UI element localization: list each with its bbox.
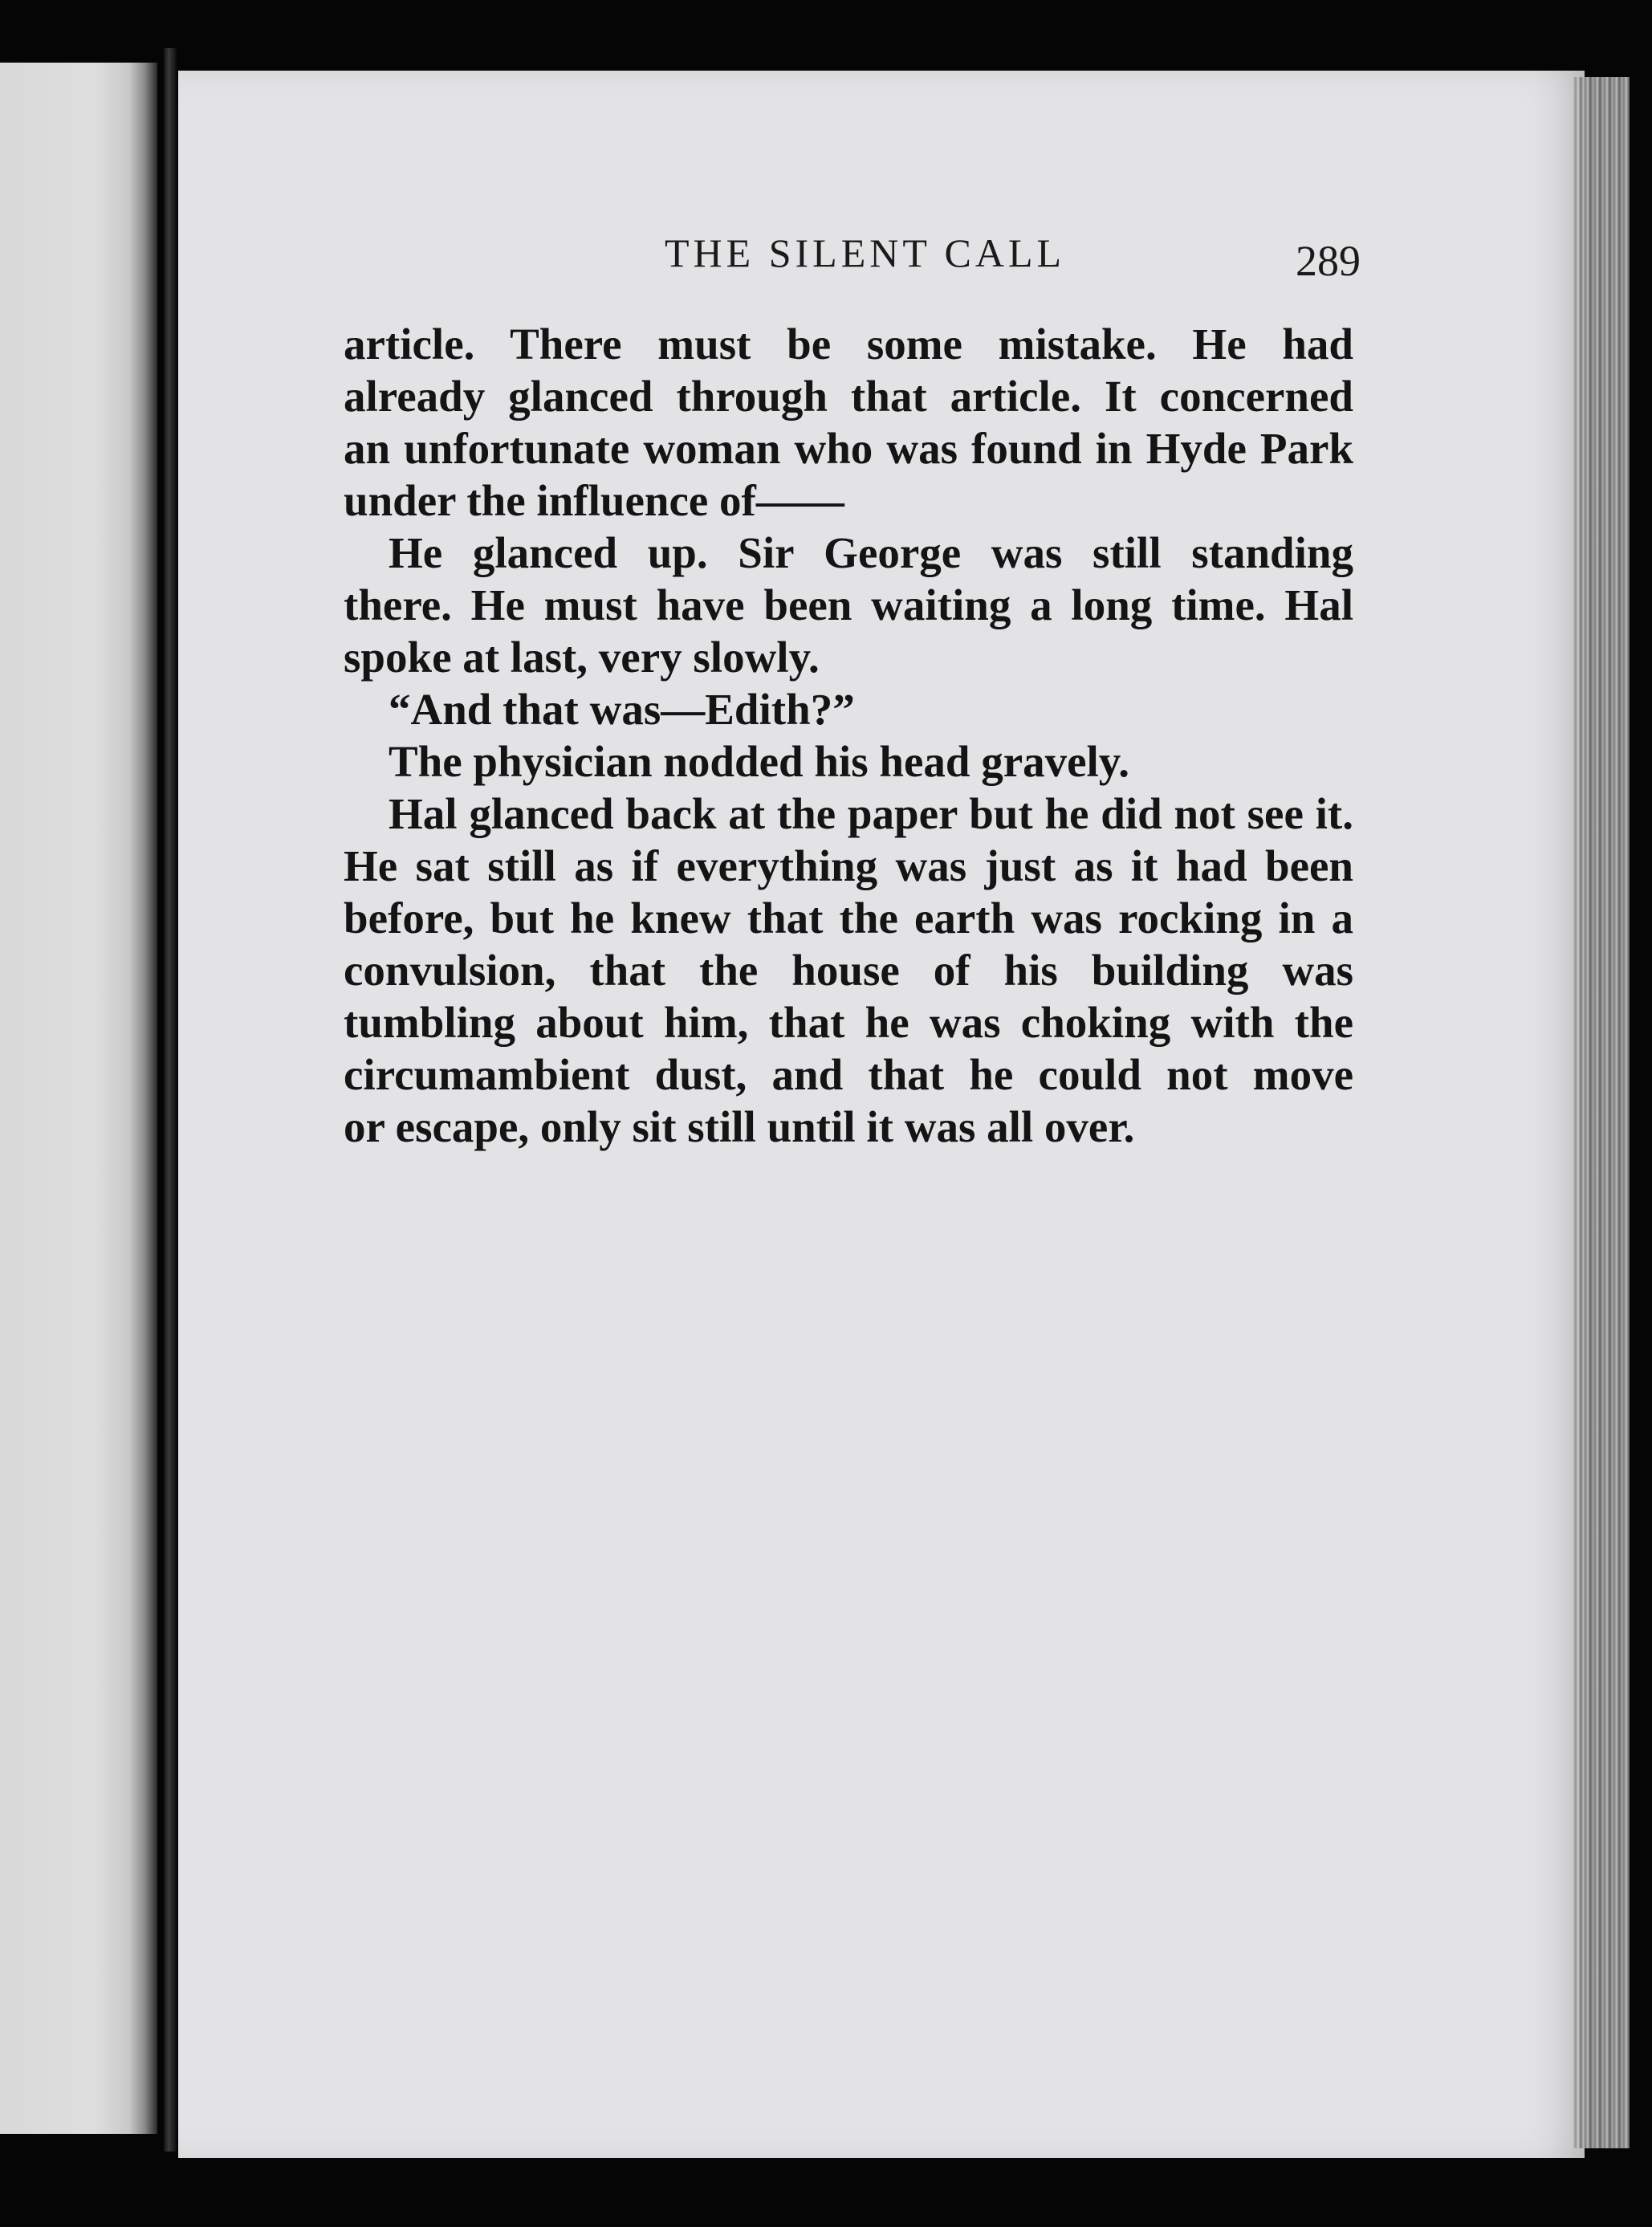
text-line: under the influence of—— bbox=[344, 476, 844, 525]
text-line: spoke at last, very slowly. bbox=[344, 633, 820, 682]
book-page bbox=[178, 71, 1585, 2158]
text-line: an unfortunate woman who was found in Hyde Park bbox=[344, 424, 1353, 473]
text-line: He glanced up. Sir George was still standing bbox=[389, 528, 1353, 577]
text-line: convulsion, that the house of his building was bbox=[344, 946, 1353, 995]
text-line: already glanced through that article. It concerned bbox=[344, 372, 1353, 421]
body-text bbox=[344, 318, 1353, 1153]
text-line: He sat still as if everything was just as it had been bbox=[344, 841, 1353, 890]
text-line: before, but he knew that the earth was rocking in a bbox=[344, 894, 1353, 943]
text-line: The physician nodded his head gravely. bbox=[389, 737, 1130, 786]
text-line: or escape, only sit still until it was all over. bbox=[344, 1102, 1135, 1151]
text-line: there. He must have been waiting a long time. Hal bbox=[344, 580, 1353, 629]
text-line: circumambient dust, and that he could not move bbox=[344, 1050, 1353, 1099]
book-gutter bbox=[164, 48, 177, 2152]
text-line: tumbling about him, that he was choking with the bbox=[344, 998, 1353, 1047]
page-stack-edge bbox=[1573, 77, 1630, 2148]
page-number: 289 bbox=[1296, 237, 1361, 285]
text-line: Hal glanced back at the paper but he did not see it. bbox=[389, 789, 1353, 838]
running-title: THE SILENT CALL bbox=[665, 230, 1066, 275]
text-line: article. There must be some mistake. He had bbox=[344, 320, 1353, 368]
previous-page-edge bbox=[0, 63, 157, 2134]
text-line: “And that was—Edith?” bbox=[389, 685, 855, 734]
running-head bbox=[178, 230, 1585, 294]
